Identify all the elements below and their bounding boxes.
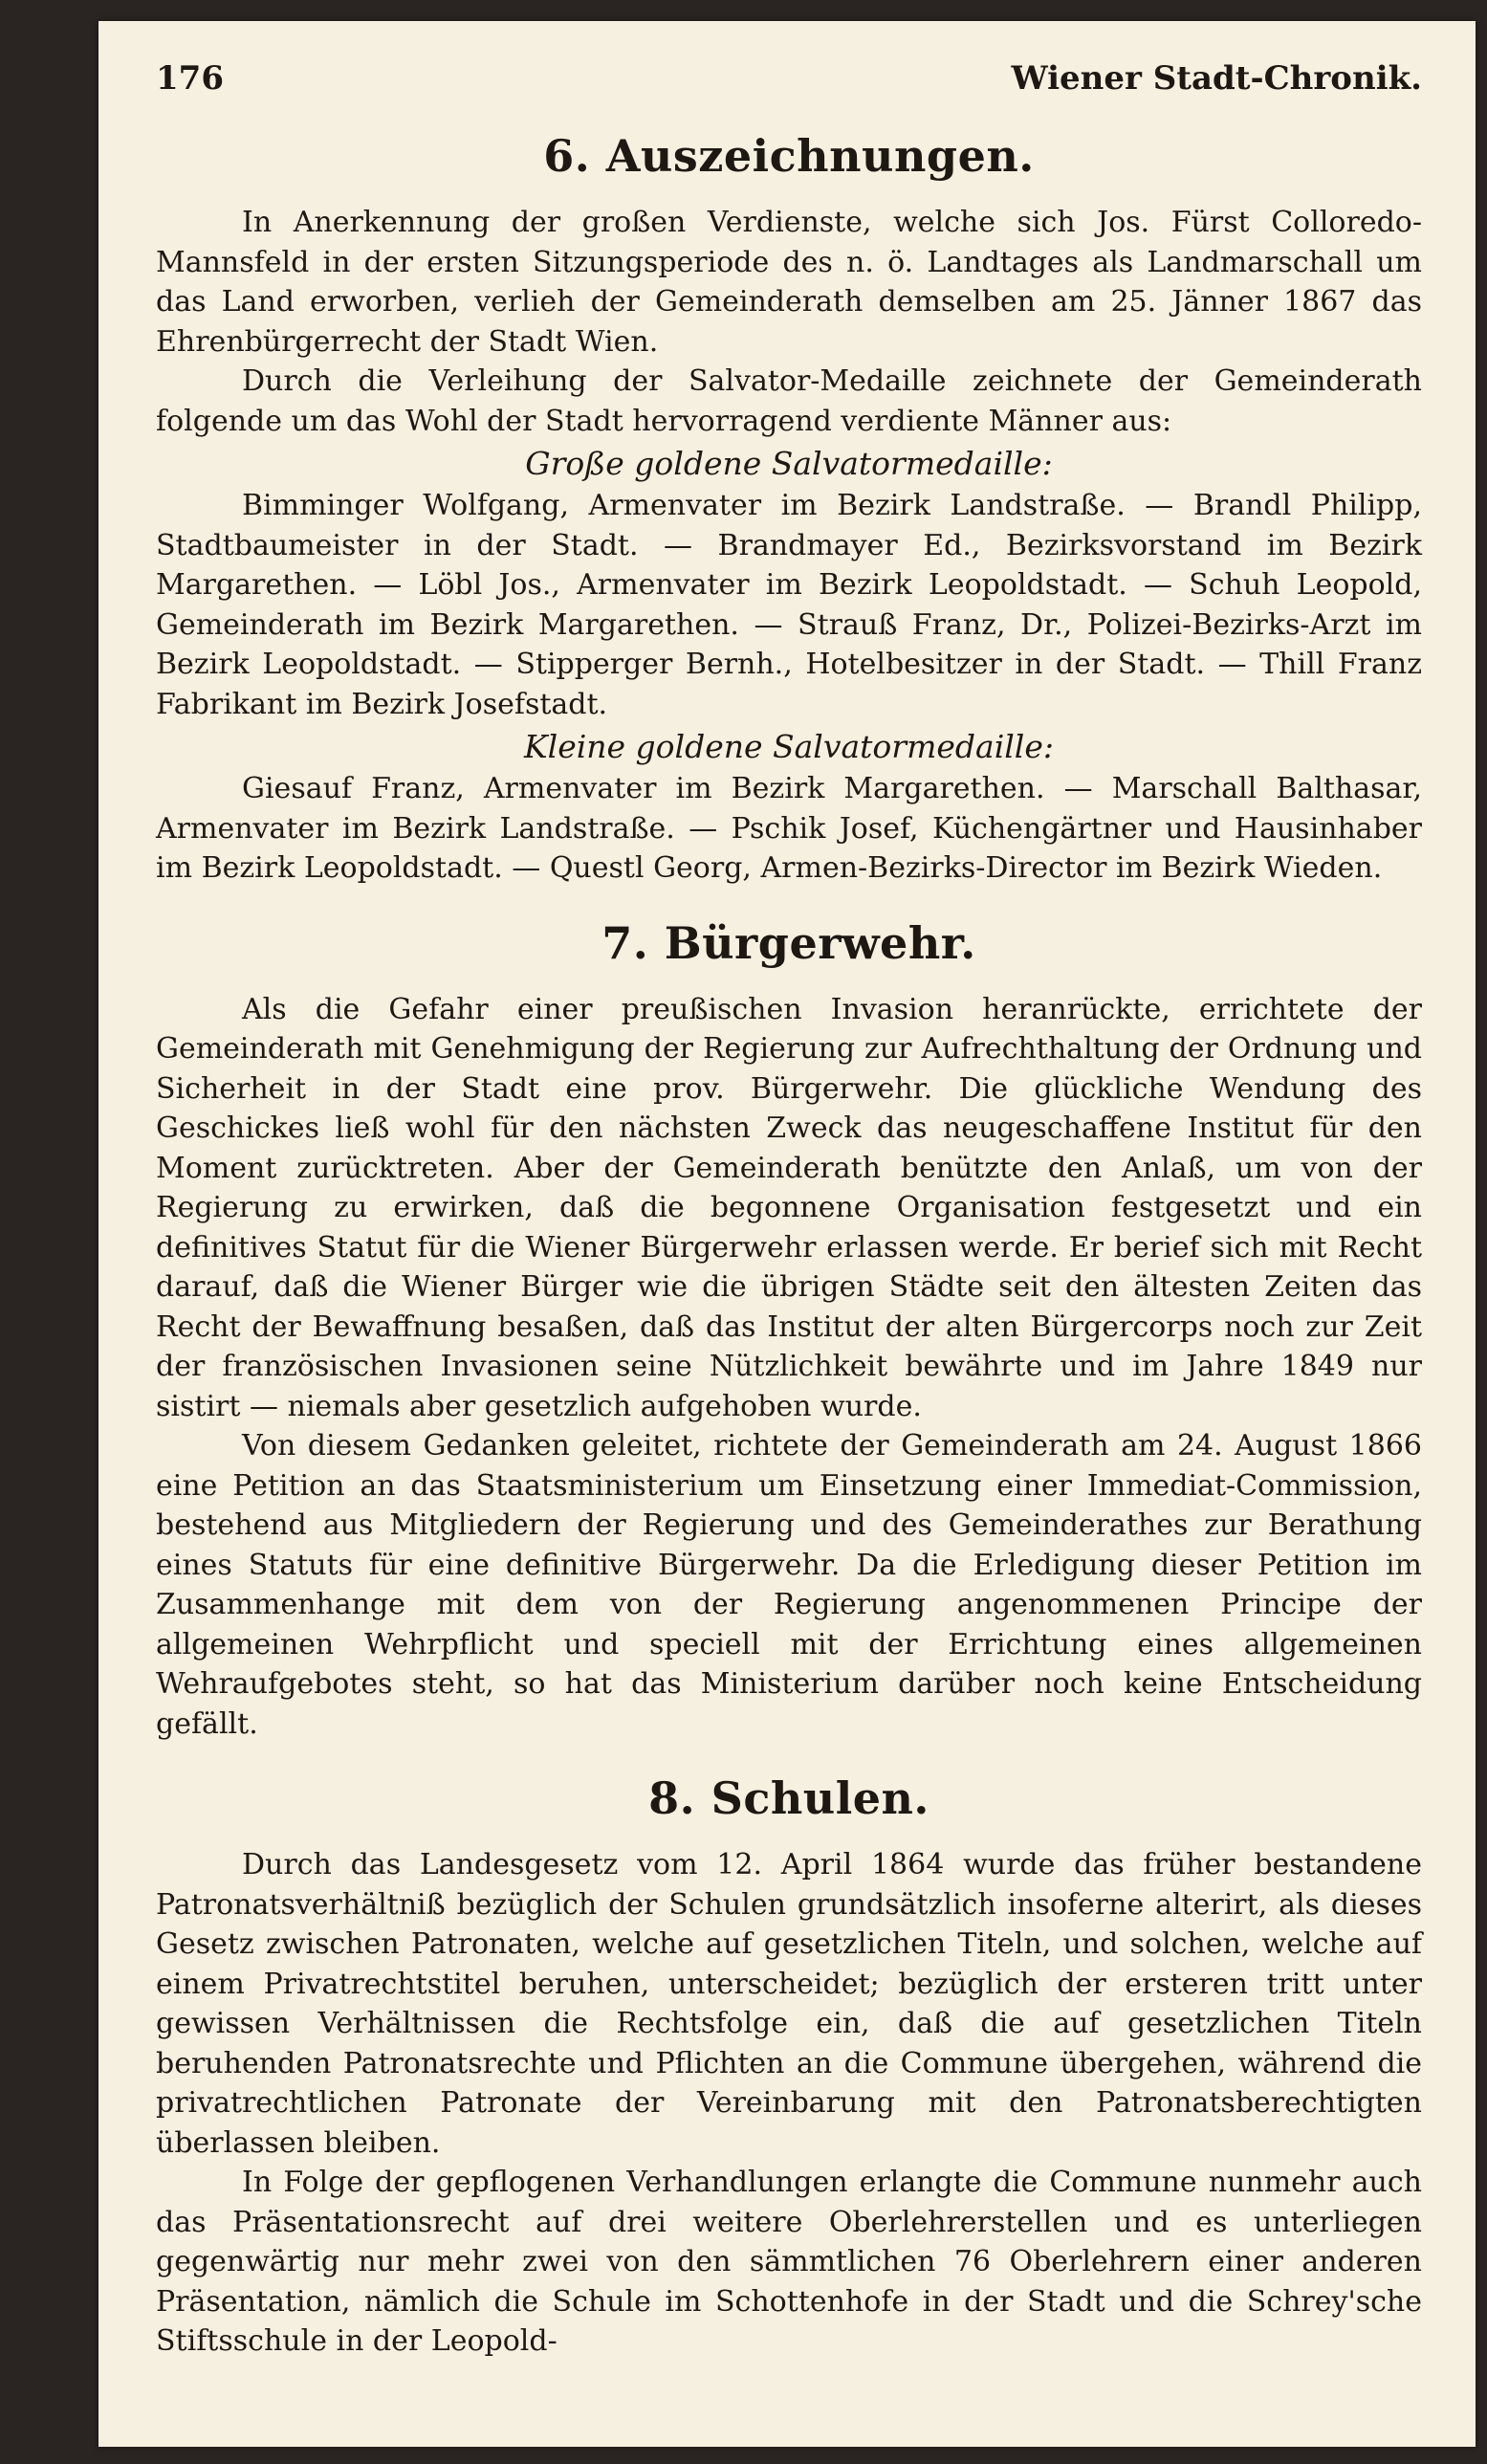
running-title: Wiener Stadt-Chronik. [1011, 59, 1422, 98]
paragraph-civic-guard-origin: Als die Gefahr einer preußischen Invasion heranrückte, errichtete der Gemeinderath mit Genehmigung der Regierung zur Aufrechthaltung der Ordnung und Sicherheit in der Stadt eine prov. Bürgerwehr. Die glückliche Wendung des Geschickes ließ wohl für den nächsten Zweck das neugeschaffene Institut für den Moment zurücktreten. Aber der Gemeinderath benützte den Anlaß, um von der Regierung zu erwirken, daß die begonnene Organisation festgesetzt und ein definitives Statut für die Wiener Bürgerwehr erlassen werde. Er berief sich mit Recht darauf, daß die Wiener Bürger wie die übrigen Städte seit den ältesten Zeiten das Recht der Bewaffnung besaßen, daß das Institut der alten Bürgercorps noch zur Zeit der französischen Invasionen seine Nützlichkeit bewährte und im Jahre 1849 nur sistirt — niemals aber gesetzlich aufgehoben wurde. [156, 992, 1422, 1423]
subheading-large-gold-medal: Große goldene Salvatormedaille: [525, 445, 1053, 482]
paragraph-small-gold-recipients: Giesauf Franz, Armenvater im Bezirk Margarethen. — Marschall Balthasar, Armenvater im Bezirk Landstraße. — Pschik Josef, Küchengärtner und Hausinhaber im Bezirk Leopoldstadt. — Questl Georg, Armen-Bezirks-Director im Bezirk Wieden. [156, 772, 1422, 885]
paragraph-patronage-law: Durch das Landesgesetz vom 12. April 1864 wurde das früher bestandene Patronatsverhältniß bezüglich der Schulen grundsätzlich insoferne alterirt, als dieses Gesetz zwischen Patronaten, welche auf gesetzlichen Titeln, und solchen, welche auf einem Privatrechtstitel beruhen, unterscheidet; bezüglich der ersteren tritt unter gewissen Verhältnissen die Rechtsfolge ein, daß die auf gesetzlichen Titeln beruhenden Patronatsrechte und Pflichten an die Commune übergehen, während die privatrechtlichen Patronate der Vereinbarung mit den Patronatsberechtigten überlassen bleiben. [156, 1848, 1422, 2160]
paragraph-large-gold-recipients: Bimminger Wolfgang, Armenvater im Bezirk Landstraße. — Brandl Philipp, Stadtbaumeister in der Stadt. — Brandmayer Ed., Bezirksvorstand im Bezirk Margarethen. — Löbl Jos., Armenvater im Bezirk Leopoldstadt. — Schuh Leopold, Gemeinderath im Bezirk Margarethen. — Strauß Franz, Dr., Polizei-Bezirks-Arzt im Bezirk Leopoldstadt. — Stipperger Bernh., Hotelbesitzer in der Stadt. — Thill Franz Fabrikant im Bezirk Josefstadt. [156, 489, 1422, 721]
paragraph-honorary-citizenship: In Anerkennung der großen Verdienste, welche sich Jos. Fürst Colloredo-Mannsfeld in der ersten Sitzungsperiode des n. ö. Landtages als Landmarschall um das Land erworben, verlieh der Gemeinderath demselben am 25. Jänner 1867 das Ehrenbürgerrecht der Stadt Wien. [156, 206, 1422, 359]
page-content [156, 59, 1422, 2362]
section-civic-guard [156, 917, 1422, 1745]
section-schools [156, 1772, 1422, 2362]
paragraph-civic-guard-petition: Von diesem Gedanken geleitet, richtete der Gemeinderath am 24. August 1866 eine Petition an das Staatsministerium um Einsetzung einer Immediat-Commission, bestehend aus Mitgliedern der Regierung und des Gemeinderathes zur Berathung eines Statuts für eine definitive Bürgerwehr. Da die Erledigung dieser Petition im Zusammenhange mit dem von der Regierung angenommenen Principe der allgemeinen Wehrpflicht und speciell mit der Errichtung eines allgemeinen Wehraufgebotes steht, so hat das Ministerium darüber noch keine Entscheidung gefällt. [156, 1429, 1422, 1741]
subheading-small-gold-medal: Kleine goldene Salvatormedaille: [523, 728, 1055, 765]
section-awards [156, 130, 1422, 889]
section-title-awards: 6. Auszeichnungen. [543, 130, 1035, 182]
page-header [156, 59, 1422, 113]
paragraph-presentation-right: In Folge der gepflogenen Verhandlungen erlangte die Commune nunmehr auch das Präsentationsrecht auf drei weitere Oberlehrerstellen und es unterliegen gegenwärtig nur mehr zwei von den sämmtlichen 76 Oberlehrern einer anderen Präsentation, nämlich die Schule im Schottenhofe in der Stadt und die Schrey'sche Stiftsschule in der Leopold- [156, 2166, 1422, 2358]
scanned-page [98, 21, 1476, 2447]
page-number: 176 [156, 59, 224, 98]
section-title-schools: 8. Schulen. [648, 1772, 929, 1824]
section-title-civic-guard: 7. Bürgerwehr. [601, 916, 976, 969]
paragraph-salvator-medal: Durch die Verleihung der Salvator-Medaille zeichnete der Gemeinderath folgende um das Wohl der Stadt hervorragend verdiente Männer aus: [156, 364, 1422, 438]
